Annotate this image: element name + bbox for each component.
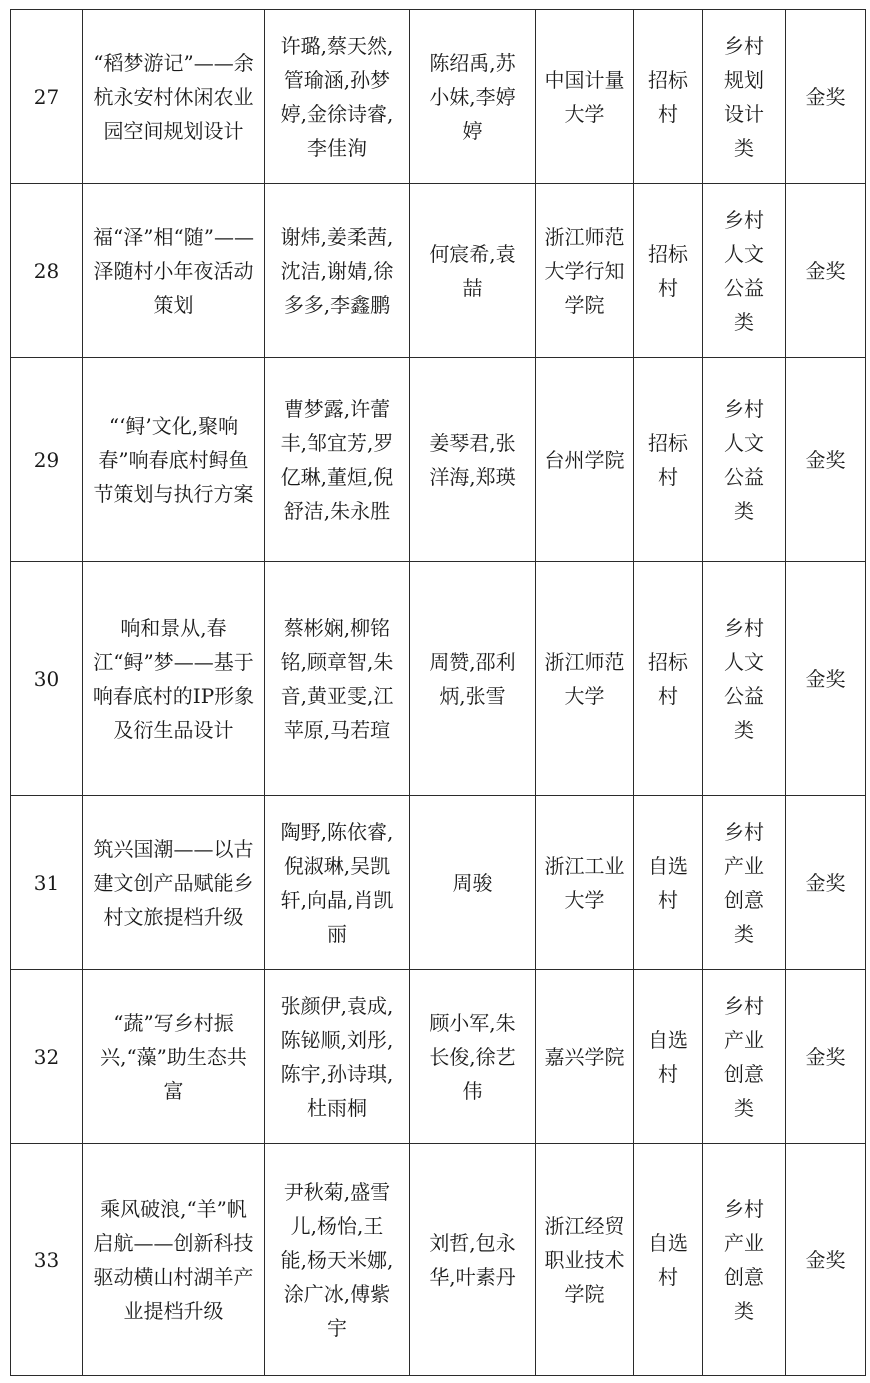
village-type: 自选村 (648, 853, 688, 912)
team-members-cell (265, 1144, 410, 1376)
team-members-cell (265, 358, 410, 562)
award: 金奖 (805, 870, 846, 895)
award-cell (786, 184, 866, 358)
category-cell (703, 10, 786, 184)
village-type-cell (634, 184, 703, 358)
advisors: 周赞,邵利炳,张雪 (429, 649, 516, 708)
category-cell (703, 796, 786, 970)
village-type: 招标村 (648, 430, 688, 489)
category: 乡村人文公益类 (724, 207, 764, 334)
project-title: 乘风破浪,“羊”帆启航——创新科技驱动横山村湖羊产业提档升级 (93, 1196, 254, 1323)
advisors: 姜琴君,张洋海,郑瑛 (429, 430, 516, 489)
table-row (11, 10, 866, 184)
row-number: 30 (33, 666, 60, 691)
school-cell (536, 1144, 634, 1376)
row-number: 27 (33, 84, 60, 109)
row-number: 31 (33, 870, 60, 895)
award: 金奖 (805, 1044, 846, 1069)
school-cell (536, 796, 634, 970)
village-type-cell (634, 10, 703, 184)
table-row (11, 358, 866, 562)
team-members: 陶野,陈依睿,倪淑琳,吴凯轩,向晶,肖凯丽 (280, 819, 394, 946)
category-cell (703, 358, 786, 562)
team-members: 谢炜,姜柔茜,沈洁,谢婧,徐多多,李鑫鹏 (280, 224, 394, 317)
row-number-cell (11, 562, 83, 796)
advisors-cell (410, 358, 536, 562)
award: 金奖 (805, 1247, 846, 1272)
table-row (11, 796, 866, 970)
village-type-cell (634, 562, 703, 796)
row-number-cell (11, 796, 83, 970)
advisors: 顾小军,朱长俊,徐艺伟 (429, 1010, 516, 1103)
row-number: 28 (33, 258, 60, 283)
team-members-cell (265, 10, 410, 184)
award-cell (786, 562, 866, 796)
team-members-cell (265, 796, 410, 970)
award-cell (786, 796, 866, 970)
category-cell (703, 562, 786, 796)
project-title-cell (83, 562, 265, 796)
category-cell (703, 1144, 786, 1376)
category-cell (703, 970, 786, 1144)
village-type: 招标村 (648, 67, 688, 126)
team-members: 许璐,蔡天然,管瑜涵,孙梦婷,金徐诗睿,李佳洵 (280, 33, 394, 160)
advisors: 周骏 (452, 870, 493, 895)
row-number-cell (11, 184, 83, 358)
advisors-cell (410, 10, 536, 184)
village-type-cell (634, 796, 703, 970)
category: 乡村人文公益类 (724, 615, 764, 742)
row-number: 33 (33, 1247, 60, 1272)
award-cell (786, 358, 866, 562)
school: 浙江经贸职业技术学院 (544, 1213, 625, 1306)
category: 乡村规划设计类 (724, 33, 764, 160)
category: 乡村人文公益类 (724, 396, 764, 523)
project-title-cell (83, 970, 265, 1144)
table-row (11, 1144, 866, 1376)
project-title-cell (83, 184, 265, 358)
school: 台州学院 (544, 447, 625, 472)
advisors: 何宸希,袁喆 (429, 241, 516, 300)
award-cell (786, 1144, 866, 1376)
award: 金奖 (805, 84, 846, 109)
project-title: 响和景从,春江“鲟”梦——基于响春底村的IP形象及衍生品设计 (92, 615, 255, 742)
village-type-cell (634, 358, 703, 562)
team-members: 蔡彬娴,柳铭铭,顾章智,朱音,黄亚雯,江苹原,马若瑄 (280, 615, 394, 742)
project-title-cell (83, 1144, 265, 1376)
advisors-cell (410, 184, 536, 358)
team-members: 张颜伊,袁成,陈铋顺,刘彤,陈宇,孙诗琪,杜雨桐 (280, 993, 394, 1120)
project-title: 筑兴国潮——以古建文创产品赋能乡村文旅提档升级 (93, 836, 254, 929)
school: 浙江工业大学 (544, 853, 625, 912)
table-row (11, 970, 866, 1144)
team-members: 尹秋菊,盛雪儿,杨怡,王能,杨天米娜,涂广冰,傅紫宇 (280, 1179, 394, 1340)
award-cell (786, 970, 866, 1144)
award-cell (786, 10, 866, 184)
row-number: 32 (33, 1044, 60, 1069)
village-type: 招标村 (648, 649, 688, 708)
project-title: 福“泽”相“随”——泽随村小年夜活动策划 (93, 224, 254, 317)
school: 嘉兴学院 (544, 1044, 625, 1069)
category: 乡村产业创意类 (724, 1196, 764, 1323)
school-cell (536, 184, 634, 358)
project-title: “‘鲟’文化,聚响春”响春底村鲟鱼节策划与执行方案 (93, 413, 254, 506)
project-title-cell (83, 796, 265, 970)
category-cell (703, 184, 786, 358)
school-cell (536, 10, 634, 184)
table-row (11, 184, 866, 358)
award: 金奖 (805, 666, 846, 691)
team-members: 曹梦露,许蕾丰,邹宜芳,罗亿琳,董烜,倪舒洁,朱永胜 (280, 396, 394, 523)
project-title-cell (83, 10, 265, 184)
table-body (11, 10, 866, 1376)
awards-table (10, 9, 866, 1376)
advisors-cell (410, 562, 536, 796)
advisors: 陈绍禹,苏小妹,李婷婷 (429, 50, 516, 143)
award: 金奖 (805, 447, 846, 472)
row-number-cell (11, 970, 83, 1144)
team-members-cell (265, 562, 410, 796)
advisors-cell (410, 970, 536, 1144)
table-row (11, 562, 866, 796)
school: 中国计量大学 (544, 67, 625, 126)
village-type: 招标村 (648, 241, 688, 300)
row-number-cell (11, 10, 83, 184)
advisors-cell (410, 1144, 536, 1376)
advisors: 刘哲,包永华,叶素丹 (429, 1230, 516, 1289)
village-type: 自选村 (648, 1230, 688, 1289)
team-members-cell (265, 184, 410, 358)
project-title: “稻梦游记”——余杭永安村休闲农业园空间规划设计 (93, 50, 254, 143)
school-cell (536, 970, 634, 1144)
school: 浙江师范大学 (544, 649, 625, 708)
award: 金奖 (805, 258, 846, 283)
village-type: 自选村 (648, 1027, 688, 1086)
row-number-cell (11, 1144, 83, 1376)
category: 乡村产业创意类 (724, 819, 764, 946)
advisors-cell (410, 796, 536, 970)
school: 浙江师范大学行知学院 (544, 224, 625, 317)
project-title-cell (83, 358, 265, 562)
row-number: 29 (33, 447, 60, 472)
village-type-cell (634, 970, 703, 1144)
school-cell (536, 562, 634, 796)
project-title: “蔬”写乡村振兴,“藻”助生态共富 (100, 1010, 247, 1103)
category: 乡村产业创意类 (724, 993, 764, 1120)
row-number-cell (11, 358, 83, 562)
village-type-cell (634, 1144, 703, 1376)
school-cell (536, 358, 634, 562)
team-members-cell (265, 970, 410, 1144)
